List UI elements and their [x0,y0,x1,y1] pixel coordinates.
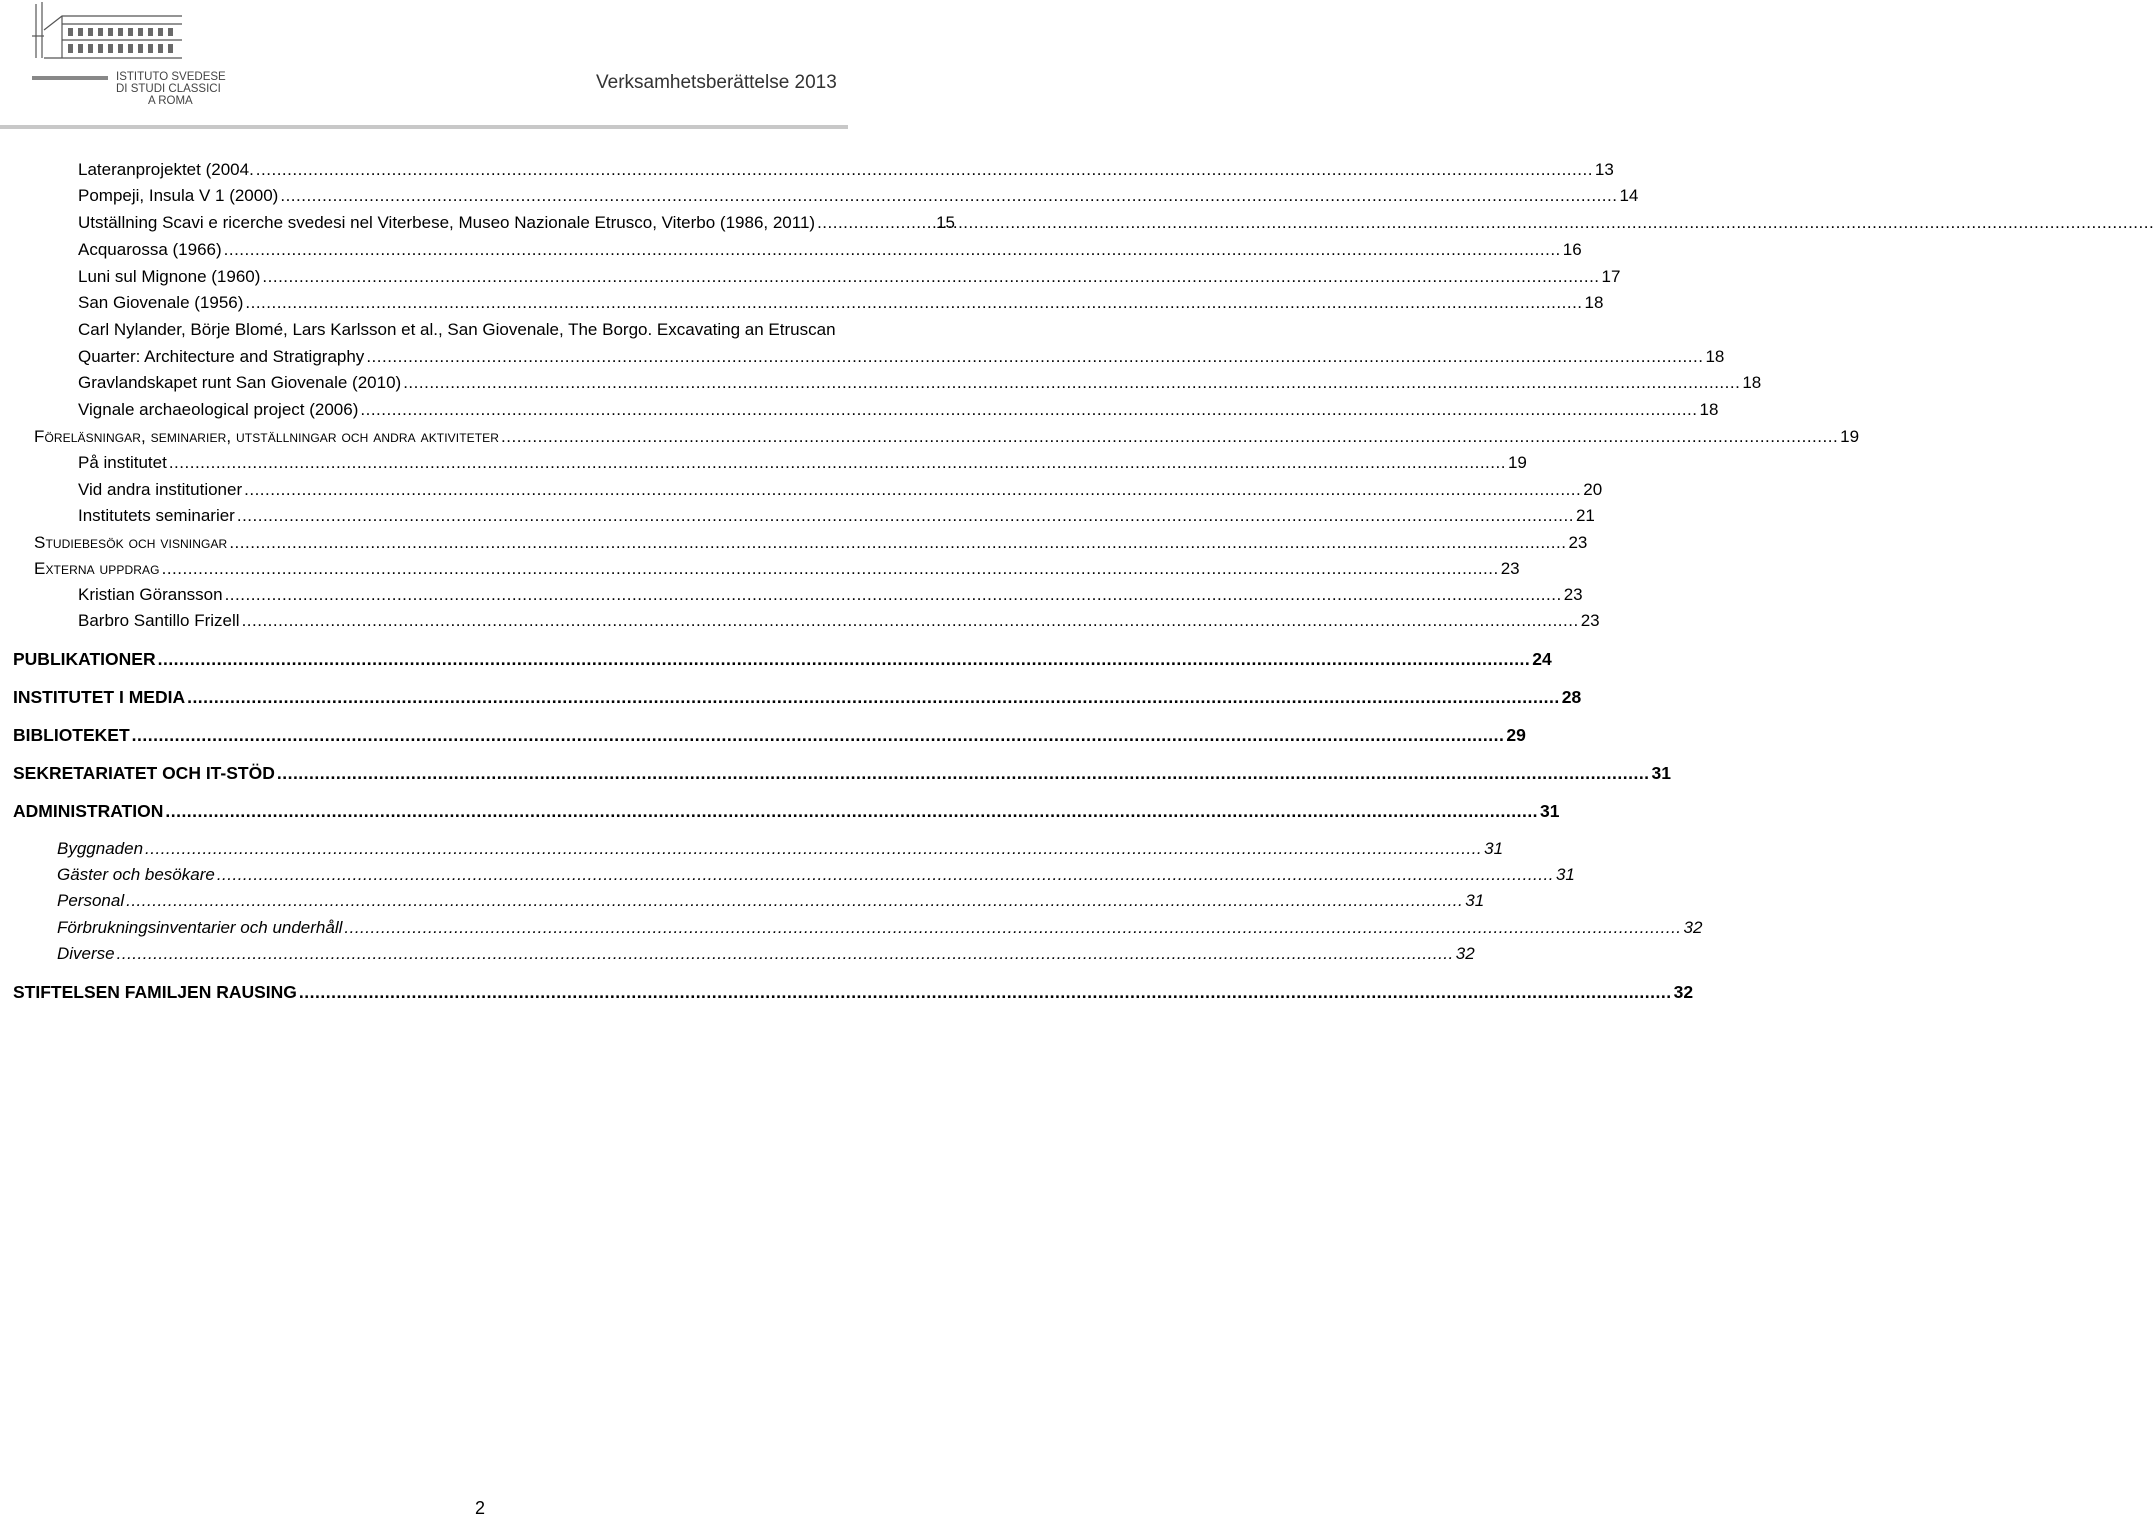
toc-entry[interactable] [78,609,1600,633]
toc-entry-page: 31 [1555,865,1575,884]
toc-leader [360,398,1697,422]
toc-leader [169,451,1506,475]
logo-line-1: ISTITUTO SVEDESE [116,71,226,83]
toc-entry[interactable] [13,723,1526,747]
toc-entry-page: 21 [1575,506,1595,525]
toc-leader [299,980,1672,1004]
toc-entry-title: Lateranprojektet (2004. [78,160,254,179]
logo-line-3: A ROMA [148,95,193,107]
toc-entry[interactable] [78,211,955,235]
toc-entry-title: STIFTELSEN FAMILJEN RAUSING [13,982,297,1002]
toc-entry[interactable] [34,425,1860,449]
toc-entry-title: INSTITUTET I MEDIA [13,687,186,707]
toc-leader [217,863,1554,887]
toc-entry-title: BIBLIOTEKET [13,725,130,745]
toc-leader [242,609,1579,633]
toc-entry-title: ADMINISTRATION [13,801,164,821]
toc-entry[interactable] [78,345,1725,369]
toc-entry-title: Utställning Scavi e ricerche svedesi nel Viterbese, Museo Nazionale Etrusco, Viterbo (1986, 2011) [78,213,816,232]
toc-leader [158,647,1531,671]
toc-entry-title: Luni sul Mignone (1960) [78,267,261,286]
toc-entry-page: 23 [1580,611,1600,630]
toc-entry[interactable] [57,863,1575,887]
toc-leader [224,238,1561,262]
toc-leader [162,557,1499,581]
toc-entry-page: 23 [1500,559,1520,578]
toc-entry-wrapped-line[interactable]: Carl Nylander, Börje Blomé, Lars Karlsson et al., San Giovenale, The Borgo. Excavating an Etruscan [78,320,836,339]
toc-entry[interactable] [13,980,1694,1004]
toc-entry[interactable] [57,837,1504,861]
toc-entry-page: 19 [1507,453,1527,472]
toc-entry[interactable] [13,799,1560,823]
toc-entry[interactable] [78,478,1603,502]
toc-entry-page: 18 [1742,373,1762,392]
toc-entry-page: 31 [1651,763,1672,783]
toc-leader [245,291,1582,315]
toc-entry-page: 14 [1619,186,1639,205]
page-number: 2 [474,1498,485,1518]
toc-entry-page: 32 [1673,982,1694,1002]
toc-leader [145,837,1482,861]
toc-entry-title: Föreläsningar, seminarier, utställningar och andra aktiviteter [34,427,500,446]
toc-entry[interactable] [78,583,1583,607]
toc-entry-title: Gravlandskapet runt San Giovenale (2010) [78,373,402,392]
toc-entry-page: 15 [936,213,955,232]
toc-entry[interactable] [34,531,1588,555]
toc-entry[interactable] [78,158,1614,182]
toc-entry-page: 20 [1583,480,1603,499]
toc-entry-page: 32 [1455,944,1475,963]
toc-entry[interactable] [57,942,1475,966]
toc-entry-page: 23 [1563,585,1583,604]
toc-leader [366,345,1703,369]
toc-entry-page: 31 [1484,839,1504,858]
toc-entry-title: Acquarossa (1966) [78,240,222,259]
toc-entry-page: 19 [1840,427,1860,446]
toc-entry-page: 17 [1601,267,1621,286]
toc-entry[interactable] [57,916,1703,940]
toc-entry-title: Personal [57,891,125,910]
toc-entry-page: 13 [1594,160,1614,179]
toc-leader [244,478,1581,502]
toc-entry-title: På institutet [78,453,167,472]
toc-entry[interactable] [78,504,1595,528]
toc-leader [237,504,1574,528]
toc-entry-page: 24 [1532,649,1552,669]
toc-entry[interactable] [78,184,1639,208]
toc-leader [117,942,1454,966]
toc-leader [280,184,1617,208]
toc-entry-page: 16 [1562,240,1582,259]
running-title: Verksamhetsberättelse 2013 [596,72,837,93]
toc-entry-title: Gäster och besökare [57,865,215,884]
toc-entry-title: Institutets seminarier [78,506,235,525]
toc-entry[interactable] [57,889,1485,913]
toc-leader [225,583,1562,607]
toc-leader [403,371,1740,395]
toc-entry-title: Byggnaden [57,839,144,858]
toc-leader [262,265,1599,289]
toc-entry-page: 31 [1465,891,1485,910]
toc-entry[interactable] [78,238,1582,262]
toc-entry[interactable] [13,685,1582,709]
toc-leader [501,425,1838,449]
toc-entry-title: Barbro Santillo Frizell [78,611,240,630]
toc-entry[interactable] [78,265,1621,289]
toc-entry[interactable] [78,451,1527,475]
toc-entry-title: Quarter: Architecture and Stratigraphy [78,347,365,366]
toc-entry-title: SEKRETARIATET OCH IT-STÖD [13,763,275,783]
toc-entry[interactable] [13,647,1552,671]
toc-entry-page: 18 [1705,347,1725,366]
toc-entry[interactable] [78,291,1604,315]
toc-entry-title: Pompeji, Insula V 1 (2000) [78,186,279,205]
toc-entry-title: Diverse [57,944,115,963]
toc-leader [229,531,1566,555]
toc-entry-page: 32 [1683,918,1703,937]
toc-entry-page: 23 [1568,533,1588,552]
logo-line-2: DI STUDI CLASSICI [116,83,221,95]
toc-leader [165,799,1538,823]
toc-entry-title: Förbrukningsinventarier och underhåll [57,918,343,937]
toc-entry-page: 31 [1540,801,1560,821]
toc-entry[interactable] [78,371,1762,395]
toc-leader [132,723,1505,747]
toc-entry-page: 29 [1506,725,1526,745]
toc-leader [126,889,1463,913]
toc-leader [344,916,1681,940]
toc-entry[interactable] [78,398,1719,422]
toc-leader [256,158,1593,182]
toc-entry-title: San Giovenale (1956) [78,293,244,312]
toc-entry-title: Vignale archaeological project (2006) [78,400,359,419]
toc-entry-page: 18 [1584,293,1604,312]
toc-entry-title: Externa uppdrag [34,559,160,578]
toc-entry-title: Studiebesök och visningar [34,533,228,552]
toc-entry-title: Vid andra institutioner [78,480,243,499]
toc-entry-page: 18 [1699,400,1719,419]
toc-leader [277,761,1650,785]
toc-entry[interactable] [34,557,1520,581]
toc-entry[interactable] [13,761,1672,785]
toc-entry-title: PUBLIKATIONER [13,649,156,669]
toc-leader [817,211,934,235]
toc-entry-page: 28 [1561,687,1582,707]
toc-leader [187,685,1560,709]
toc-entry-title: Kristian Göransson [78,585,223,604]
